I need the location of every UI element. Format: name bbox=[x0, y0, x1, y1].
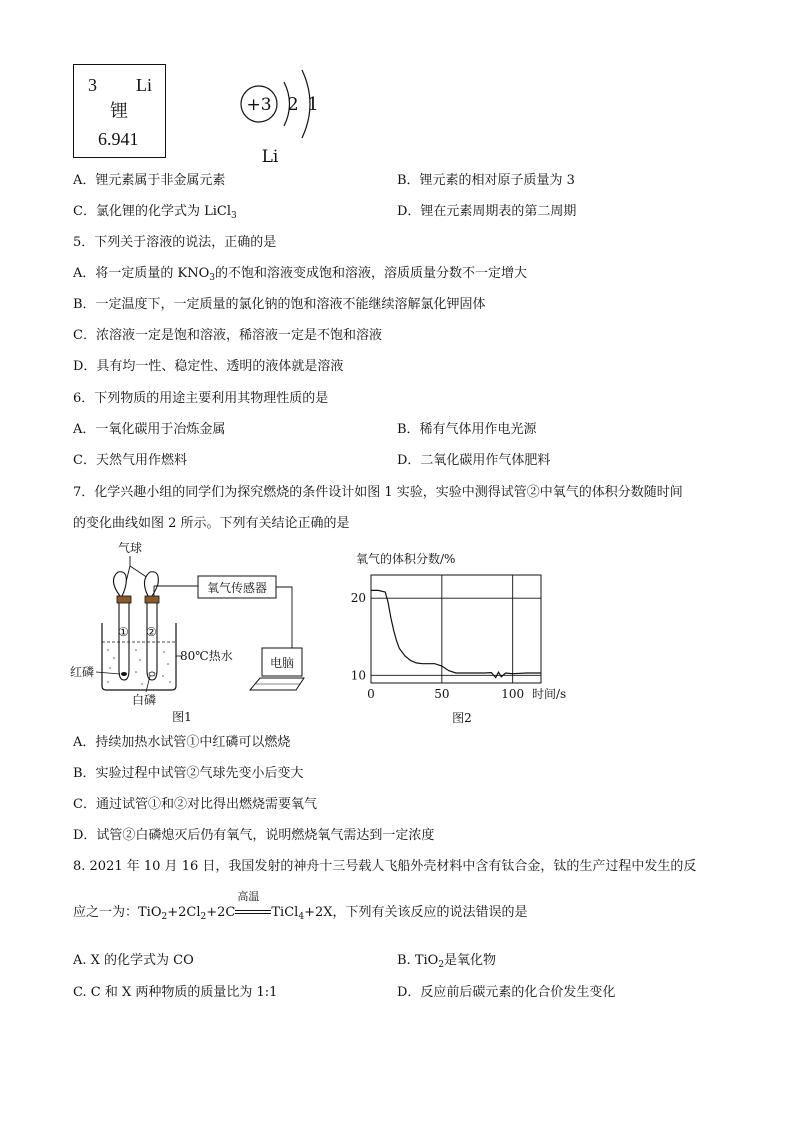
q4-option-b: B．锂元素的相对原子质量为 3 bbox=[397, 173, 575, 188]
red-phosphorus bbox=[121, 672, 127, 676]
reaction-condition-arrow: 高温 bbox=[235, 906, 271, 916]
white-phosphorus-label: 白磷 bbox=[132, 693, 157, 707]
oxygen-sensor-label: 氧气传感器 bbox=[206, 581, 268, 595]
q7-option-d: D．试管②白磷熄灭后仍有氧气，说明燃烧氧气需达到一定浓度 bbox=[73, 828, 435, 843]
q7-stem-line-1: 7．化学兴趣小组的同学们为探究燃烧的条件设计如图 1 实验，实验中测得试管②中氧气的体积分数随时间 bbox=[73, 485, 683, 500]
q8-option-d: D．反应前后碳元素的化合价发生变化 bbox=[397, 985, 616, 1000]
y-tick-label: 10 bbox=[350, 668, 366, 683]
q6-option-d: D．二氧化碳用作气体肥料 bbox=[397, 453, 551, 468]
chart-grid bbox=[371, 575, 541, 683]
y-tick-label: 20 bbox=[350, 591, 366, 606]
element-name: 锂 bbox=[110, 101, 128, 121]
shell-2-electrons: 1 bbox=[307, 94, 319, 115]
atom-label: Li bbox=[261, 147, 279, 167]
q8-option-b: B. TiO$_2$是氧化物 bbox=[397, 953, 497, 970]
q5-option-c: C．浓溶液一定是饱和溶液，稀溶液一定是不饱和溶液 bbox=[73, 328, 382, 343]
atomic-number: 3 bbox=[88, 75, 97, 95]
stopper-1 bbox=[117, 596, 131, 603]
q5-option-d: D．具有均一性、稳定性、透明的液体就是溶液 bbox=[73, 359, 344, 374]
element-card bbox=[73, 64, 166, 158]
q7-option-a: A．持续加热水试管①中红磷可以燃烧 bbox=[73, 735, 291, 750]
q6-option-c: C．天然气用作燃料 bbox=[73, 453, 187, 468]
balloon-label: 气球 bbox=[118, 541, 143, 555]
q6-stem: 6．下列物质的用途主要利用其物理性质的是 bbox=[73, 391, 329, 406]
atom-structure-diagram bbox=[232, 64, 332, 166]
balloon-2 bbox=[144, 572, 158, 596]
chart-xlabel: 时间/s bbox=[532, 687, 567, 701]
chart-ylabel: 氧气的体积分数/% bbox=[356, 552, 456, 566]
hot-water-label: 80℃热水 bbox=[180, 649, 233, 663]
q4-option-d: D．锂在元素周期表的第二周期 bbox=[397, 204, 577, 219]
nucleus-charge: +3 bbox=[246, 95, 272, 115]
q8-option-a: A. X 的化学式为 CO bbox=[73, 953, 194, 968]
chart-plot-frame bbox=[371, 575, 541, 683]
q4-option-a: A．锂元素属于非金属元素 bbox=[73, 173, 226, 188]
q5-option-a: A．将一定质量的 $KNO_3$的不饱和溶液变成饱和溶液，溶质质量分数不一定增大 bbox=[73, 266, 528, 283]
test-tube-2 bbox=[147, 603, 157, 680]
q4-option-c: C．氯化锂的化学式为 LiCl$_3$ bbox=[73, 204, 237, 221]
q7-option-b: B．实验过程中试管②气球先变小后变大 bbox=[73, 766, 304, 781]
figure-1-apparatus bbox=[70, 538, 320, 728]
q5-option-b: B．一定温度下，一定质量的氯化钠的饱和溶液不能继续溶解氯化钾固体 bbox=[73, 297, 486, 312]
q6-option-b: B．稀有气体用作电光源 bbox=[397, 422, 537, 437]
oxygen-curve bbox=[371, 590, 541, 677]
figure-2-chart bbox=[340, 545, 567, 728]
shell-1-electrons: 2 bbox=[287, 94, 299, 115]
figure-2-caption: 图2 bbox=[452, 711, 472, 725]
x-tick-label: 0 bbox=[367, 687, 375, 701]
q8-stem-line-1: 8. 2021 年 10 月 16 日，我国发射的神舟十三号载人飞船外壳材料中含有钛合金，钛的生产过程中发生的反 bbox=[73, 859, 697, 874]
white-phosphorus bbox=[149, 672, 155, 676]
figure-1-caption: 图1 bbox=[172, 710, 192, 724]
q5-stem: 5．下列关于溶液的说法，正确的是 bbox=[73, 235, 277, 250]
chart-tick-labels bbox=[351, 591, 524, 701]
test-tube-1 bbox=[119, 603, 129, 680]
tube-1-label: ① bbox=[118, 625, 129, 639]
x-tick-label: 50 bbox=[434, 687, 450, 701]
stopper-2 bbox=[145, 596, 159, 603]
element-symbol: Li bbox=[136, 75, 152, 95]
q7-stem-line-2: 的变化曲线如图 2 所示。下列有关结论正确的是 bbox=[73, 516, 350, 531]
red-phosphorus-label: 红磷 bbox=[70, 665, 95, 679]
q7-option-c: C．通过试管①和②对比得出燃烧需要氧气 bbox=[73, 797, 317, 812]
tube-2-label: ② bbox=[146, 625, 157, 639]
x-tick-label: 100 bbox=[501, 687, 525, 701]
beaker bbox=[102, 623, 176, 690]
q8-stem-line-2: 应之一为：$TiO_2+2Cl_2+2C$ 高温 TiCl$_4$+2X，下列有关该反应的说法错误的是 bbox=[73, 890, 528, 922]
q8-option-c: C. C 和 X 两种物质的质量比为 1:1 bbox=[73, 985, 278, 1000]
computer-label: 电脑 bbox=[269, 656, 295, 670]
reaction-equation: $TiO_2+2Cl_2+2C$ 高温 TiCl$_4$+2X bbox=[138, 890, 333, 922]
balloon-1 bbox=[113, 572, 126, 596]
atomic-mass: 6.941 bbox=[98, 129, 139, 149]
water-dots bbox=[107, 649, 171, 685]
q6-option-a: A．一氧化碳用于冶炼金属 bbox=[73, 422, 226, 437]
